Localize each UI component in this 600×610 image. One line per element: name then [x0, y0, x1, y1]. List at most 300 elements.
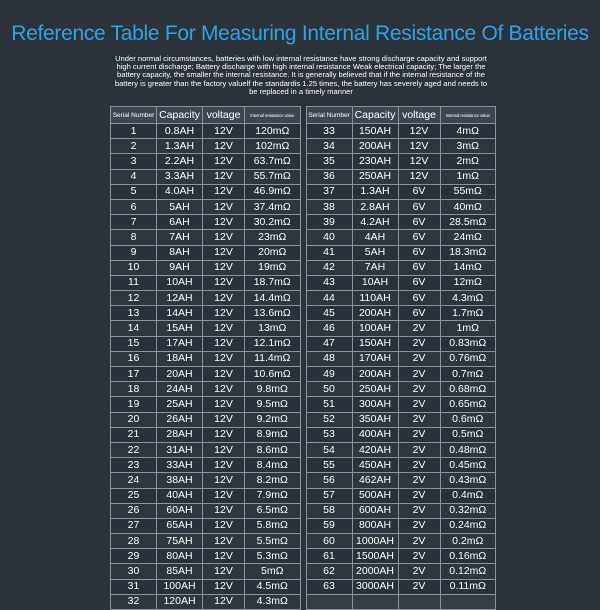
cell-voltage: 12V [203, 306, 245, 321]
table-row [111, 442, 301, 457]
table-row [306, 351, 496, 366]
table-row [306, 275, 496, 290]
cell-capacity: 33AH [157, 458, 203, 473]
cell-voltage: 12V [398, 169, 440, 184]
cell-voltage: 2V [398, 549, 440, 564]
page-title: Reference Table For Measuring Internal Resistance Of Batteries [11, 22, 589, 45]
cell-serial-number: 45 [306, 306, 352, 321]
cell-internal-resistance: 14.4mΩ [245, 291, 301, 306]
cell-capacity: 65AH [157, 518, 203, 533]
cell-voltage: 12V [203, 230, 245, 245]
cell-capacity: 85AH [157, 564, 203, 579]
table-row [111, 351, 301, 366]
table-row [306, 367, 496, 382]
cell-internal-resistance: 1mΩ [440, 321, 496, 336]
cell-serial-number: 34 [306, 139, 352, 154]
cell-capacity: 15AH [157, 321, 203, 336]
table-row [111, 139, 301, 154]
cell-internal-resistance: 8.6mΩ [245, 442, 301, 457]
cell-voltage: 2V [398, 473, 440, 488]
table-row [306, 184, 496, 199]
cell-serial-number: 52 [306, 412, 352, 427]
cell-capacity: 1.3AH [352, 184, 398, 199]
cell-internal-resistance: 5mΩ [245, 564, 301, 579]
cell-capacity: 400AH [352, 427, 398, 442]
reference-tables [110, 106, 494, 608]
table-row [111, 184, 301, 199]
cell-serial-number: 13 [111, 306, 157, 321]
table-row [111, 154, 301, 169]
cell-voltage: 12V [203, 139, 245, 154]
header-capacity: Capacity [157, 107, 203, 124]
header-serial-number: Serial Number [306, 107, 352, 124]
cell-internal-resistance: 1mΩ [440, 169, 496, 184]
table-row [306, 442, 496, 457]
cell-voltage: 12V [203, 427, 245, 442]
cell-internal-resistance: 8.4mΩ [245, 458, 301, 473]
cell-internal-resistance: 40mΩ [440, 199, 496, 214]
cell-capacity: 350AH [352, 412, 398, 427]
cell-voltage: 12V [203, 245, 245, 260]
table-row [306, 230, 496, 245]
cell-internal-resistance: 12mΩ [440, 275, 496, 290]
cell-serial-number: 55 [306, 458, 352, 473]
cell-serial-number: 49 [306, 367, 352, 382]
cell-serial-number: 57 [306, 488, 352, 503]
cell-serial-number: 42 [306, 260, 352, 275]
cell-voltage: 12V [203, 184, 245, 199]
cell-voltage: 2V [398, 321, 440, 336]
cell-capacity: 4.0AH [157, 184, 203, 199]
cell-voltage: 12V [203, 321, 245, 336]
cell-voltage: 12V [203, 199, 245, 214]
cell-voltage: 6V [398, 291, 440, 306]
cell-capacity: 75AH [157, 534, 203, 549]
right-table-body [306, 124, 496, 610]
cell-internal-resistance: 8.2mΩ [245, 473, 301, 488]
table-row [111, 382, 301, 397]
cell-serial-number: 39 [306, 215, 352, 230]
cell-internal-resistance: 37.4mΩ [245, 199, 301, 214]
cell-voltage: 6V [398, 275, 440, 290]
cell-capacity: 10AH [157, 275, 203, 290]
table-row [306, 139, 496, 154]
cell-serial-number: 15 [111, 336, 157, 351]
cell-serial-number: 61 [306, 549, 352, 564]
table-row [111, 321, 301, 336]
table-row [306, 336, 496, 351]
cell-voltage: 12V [398, 124, 440, 139]
cell-voltage: 12V [203, 275, 245, 290]
cell-capacity: 20AH [157, 367, 203, 382]
cell-internal-resistance: 5.8mΩ [245, 518, 301, 533]
header-voltage: voltage [398, 107, 440, 124]
cell-serial-number: 58 [306, 503, 352, 518]
cell-capacity: 24AH [157, 382, 203, 397]
cell-internal-resistance: 9.2mΩ [245, 412, 301, 427]
cell-internal-resistance: 5.5mΩ [245, 534, 301, 549]
table-row [306, 154, 496, 169]
cell-serial-number: 14 [111, 321, 157, 336]
cell-internal-resistance: 5.3mΩ [245, 549, 301, 564]
cell-internal-resistance: 3mΩ [440, 139, 496, 154]
cell-serial-number: 50 [306, 382, 352, 397]
cell-serial-number: 10 [111, 260, 157, 275]
cell-internal-resistance: 11.4mΩ [245, 351, 301, 366]
cell-internal-resistance: 0.65mΩ [440, 397, 496, 412]
cell-internal-resistance: 23mΩ [245, 230, 301, 245]
cell-serial-number: 46 [306, 321, 352, 336]
cell-voltage: 6V [398, 230, 440, 245]
cell-voltage: 6V [398, 215, 440, 230]
cell-internal-resistance: 0.43mΩ [440, 473, 496, 488]
cell-serial-number: 56 [306, 473, 352, 488]
table-row [306, 518, 496, 533]
table-row [306, 427, 496, 442]
cell-capacity: 17AH [157, 336, 203, 351]
cell-internal-resistance [440, 594, 496, 609]
cell-voltage: 6V [398, 199, 440, 214]
cell-capacity: 9AH [157, 260, 203, 275]
cell-internal-resistance: 0.24mΩ [440, 518, 496, 533]
cell-serial-number: 28 [111, 534, 157, 549]
cell-internal-resistance: 0.83mΩ [440, 336, 496, 351]
cell-voltage: 2V [398, 518, 440, 533]
cell-serial-number: 37 [306, 184, 352, 199]
cell-voltage: 2V [398, 458, 440, 473]
cell-serial-number: 51 [306, 397, 352, 412]
cell-voltage: 12V [203, 458, 245, 473]
cell-internal-resistance: 13mΩ [245, 321, 301, 336]
table-row [306, 397, 496, 412]
cell-internal-resistance: 9.8mΩ [245, 382, 301, 397]
cell-serial-number: 17 [111, 367, 157, 382]
cell-voltage: 12V [203, 382, 245, 397]
table-row [111, 336, 301, 351]
table-row [306, 306, 496, 321]
table-row [306, 382, 496, 397]
cell-capacity: 60AH [157, 503, 203, 518]
cell-voltage: 2V [398, 382, 440, 397]
table-row [111, 518, 301, 533]
cell-internal-resistance: 2mΩ [440, 154, 496, 169]
cell-capacity: 170AH [352, 351, 398, 366]
cell-serial-number: 20 [111, 412, 157, 427]
cell-internal-resistance: 0.16mΩ [440, 549, 496, 564]
cell-capacity: 600AH [352, 503, 398, 518]
table-row [306, 458, 496, 473]
cell-capacity: 1.3AH [157, 139, 203, 154]
cell-capacity: 31AH [157, 442, 203, 457]
cell-voltage: 2V [398, 534, 440, 549]
cell-voltage: 2V [398, 488, 440, 503]
table-row [111, 594, 301, 609]
cell-internal-resistance: 0.68mΩ [440, 382, 496, 397]
cell-voltage: 12V [203, 336, 245, 351]
cell-voltage: 12V [398, 154, 440, 169]
cell-serial-number: 6 [111, 199, 157, 214]
cell-internal-resistance: 0.2mΩ [440, 534, 496, 549]
header-internal-resistance: Internal resistance value [440, 107, 496, 124]
cell-internal-resistance: 18.3mΩ [440, 245, 496, 260]
cell-voltage: 2V [398, 442, 440, 457]
cell-capacity: 18AH [157, 351, 203, 366]
table-row [111, 169, 301, 184]
table-row [111, 124, 301, 139]
cell-serial-number: 33 [306, 124, 352, 139]
cell-voltage: 12V [203, 503, 245, 518]
cell-voltage: 12V [203, 124, 245, 139]
table-header-row [306, 107, 496, 124]
cell-voltage: 12V [203, 488, 245, 503]
cell-capacity: 8AH [157, 245, 203, 260]
cell-internal-resistance: 120mΩ [245, 124, 301, 139]
cell-serial-number: 9 [111, 245, 157, 260]
cell-serial-number: 53 [306, 427, 352, 442]
cell-capacity: 462AH [352, 473, 398, 488]
cell-serial-number: 60 [306, 534, 352, 549]
table-header-row [111, 107, 301, 124]
table-row [306, 124, 496, 139]
cell-capacity: 25AH [157, 397, 203, 412]
table-row [306, 169, 496, 184]
cell-capacity: 250AH [352, 382, 398, 397]
cell-internal-resistance: 9.5mΩ [245, 397, 301, 412]
cell-voltage: 6V [398, 184, 440, 199]
cell-internal-resistance: 8.9mΩ [245, 427, 301, 442]
cell-serial-number: 12 [111, 291, 157, 306]
cell-capacity: 0.8AH [157, 124, 203, 139]
cell-internal-resistance: 0.76mΩ [440, 351, 496, 366]
cell-voltage: 2V [398, 351, 440, 366]
table-row [111, 291, 301, 306]
cell-internal-resistance: 4.5mΩ [245, 579, 301, 594]
cell-capacity: 38AH [157, 473, 203, 488]
cell-serial-number: 11 [111, 275, 157, 290]
cell-capacity [352, 594, 398, 609]
cell-internal-resistance: 0.45mΩ [440, 458, 496, 473]
cell-serial-number: 44 [306, 291, 352, 306]
table-row [111, 230, 301, 245]
cell-voltage: 12V [203, 442, 245, 457]
table-row [306, 579, 496, 594]
table-row [306, 594, 496, 609]
cell-capacity: 2000AH [352, 564, 398, 579]
cell-capacity: 150AH [352, 124, 398, 139]
cell-capacity: 120AH [157, 594, 203, 609]
cell-voltage: 12V [203, 260, 245, 275]
description-paragraph: Under normal circumstances, batteries with low internal resistance have strong discharge capacity and support high current discharge; Battery discharge with high internal resistance Weak electrical capacity; The larger the battery capacity, the smaller the internal resistance. It is generally believed that if the internal resistance of the battery is greater than the factory valuelf the standardis 1.25 times, the battery has severely aged and needs to be replaced in a timely manner [114, 54, 488, 96]
cell-capacity: 6AH [157, 215, 203, 230]
cell-voltage: 2V [398, 397, 440, 412]
cell-internal-resistance: 13.6mΩ [245, 306, 301, 321]
cell-voltage: 12V [203, 534, 245, 549]
cell-serial-number: 19 [111, 397, 157, 412]
cell-capacity: 1500AH [352, 549, 398, 564]
cell-serial-number: 29 [111, 549, 157, 564]
table-row [306, 260, 496, 275]
table-row [306, 215, 496, 230]
cell-voltage: 6V [398, 245, 440, 260]
cell-serial-number: 62 [306, 564, 352, 579]
table-row [306, 488, 496, 503]
table-row [306, 534, 496, 549]
table-row [306, 245, 496, 260]
cell-capacity: 10AH [352, 275, 398, 290]
table-row [111, 564, 301, 579]
cell-voltage: 2V [398, 427, 440, 442]
cell-serial-number: 31 [111, 579, 157, 594]
cell-voltage: 2V [398, 336, 440, 351]
cell-serial-number: 2 [111, 139, 157, 154]
cell-capacity: 2.2AH [157, 154, 203, 169]
cell-serial-number: 18 [111, 382, 157, 397]
cell-internal-resistance: 0.48mΩ [440, 442, 496, 457]
table-row [111, 473, 301, 488]
table-row [111, 488, 301, 503]
cell-capacity: 5AH [157, 199, 203, 214]
cell-serial-number: 63 [306, 579, 352, 594]
cell-serial-number: 47 [306, 336, 352, 351]
cell-serial-number: 27 [111, 518, 157, 533]
cell-capacity: 100AH [352, 321, 398, 336]
cell-voltage: 12V [203, 215, 245, 230]
header-capacity: Capacity [352, 107, 398, 124]
cell-serial-number: 3 [111, 154, 157, 169]
cell-serial-number: 36 [306, 169, 352, 184]
cell-internal-resistance: 63.7mΩ [245, 154, 301, 169]
cell-voltage: 12V [203, 412, 245, 427]
cell-serial-number: 35 [306, 154, 352, 169]
cell-serial-number: 24 [111, 473, 157, 488]
cell-capacity: 230AH [352, 154, 398, 169]
table-row [306, 473, 496, 488]
cell-serial-number: 7 [111, 215, 157, 230]
cell-internal-resistance: 7.9mΩ [245, 488, 301, 503]
cell-internal-resistance: 0.7mΩ [440, 367, 496, 382]
table-row [111, 306, 301, 321]
table-row [111, 260, 301, 275]
cell-serial-number: 48 [306, 351, 352, 366]
cell-capacity: 200AH [352, 367, 398, 382]
cell-capacity: 26AH [157, 412, 203, 427]
table-row [306, 199, 496, 214]
cell-voltage: 12V [203, 518, 245, 533]
cell-voltage: 12V [203, 169, 245, 184]
cell-capacity: 40AH [157, 488, 203, 503]
cell-voltage: 12V [203, 564, 245, 579]
cell-capacity: 4.2AH [352, 215, 398, 230]
header-serial-number: Serial Number [111, 107, 157, 124]
cell-capacity: 100AH [157, 579, 203, 594]
table-row [111, 397, 301, 412]
table-row [306, 321, 496, 336]
cell-capacity: 300AH [352, 397, 398, 412]
cell-internal-resistance: 18.7mΩ [245, 275, 301, 290]
cell-serial-number: 40 [306, 230, 352, 245]
cell-internal-resistance: 24mΩ [440, 230, 496, 245]
table-row [306, 503, 496, 518]
table-row [111, 549, 301, 564]
table-row [111, 503, 301, 518]
cell-serial-number: 41 [306, 245, 352, 260]
cell-internal-resistance: 0.4mΩ [440, 488, 496, 503]
table-row [111, 367, 301, 382]
cell-capacity: 1000AH [352, 534, 398, 549]
cell-voltage: 12V [203, 367, 245, 382]
cell-capacity: 450AH [352, 458, 398, 473]
cell-serial-number: 5 [111, 184, 157, 199]
table-row [111, 199, 301, 214]
table-row [111, 579, 301, 594]
resistance-table-left [110, 106, 301, 610]
cell-internal-resistance: 4mΩ [440, 124, 496, 139]
cell-internal-resistance: 10.6mΩ [245, 367, 301, 382]
cell-voltage: 2V [398, 564, 440, 579]
cell-serial-number: 21 [111, 427, 157, 442]
cell-capacity: 3000AH [352, 579, 398, 594]
cell-internal-resistance: 102mΩ [245, 139, 301, 154]
cell-capacity: 110AH [352, 291, 398, 306]
cell-internal-resistance: 1.7mΩ [440, 306, 496, 321]
cell-voltage: 2V [398, 367, 440, 382]
cell-voltage: 6V [398, 306, 440, 321]
cell-internal-resistance: 4.3mΩ [440, 291, 496, 306]
cell-internal-resistance: 28.5mΩ [440, 215, 496, 230]
cell-voltage: 12V [203, 594, 245, 609]
table-row [306, 549, 496, 564]
cell-serial-number: 22 [111, 442, 157, 457]
cell-serial-number: 38 [306, 199, 352, 214]
cell-serial-number: 25 [111, 488, 157, 503]
cell-serial-number: 30 [111, 564, 157, 579]
cell-capacity: 2.8AH [352, 199, 398, 214]
table-row [306, 564, 496, 579]
cell-voltage: 2V [398, 579, 440, 594]
cell-internal-resistance: 12.1mΩ [245, 336, 301, 351]
resistance-table-right [306, 106, 497, 610]
cell-serial-number: 43 [306, 275, 352, 290]
table-row [306, 412, 496, 427]
table-row [111, 275, 301, 290]
cell-capacity: 250AH [352, 169, 398, 184]
table-row [111, 215, 301, 230]
cell-internal-resistance: 0.5mΩ [440, 427, 496, 442]
cell-voltage: 12V [398, 139, 440, 154]
cell-capacity: 500AH [352, 488, 398, 503]
table-row [306, 291, 496, 306]
table-row [111, 534, 301, 549]
cell-internal-resistance: 19mΩ [245, 260, 301, 275]
header-voltage: voltage [203, 107, 245, 124]
cell-internal-resistance: 6.5mΩ [245, 503, 301, 518]
cell-capacity: 200AH [352, 139, 398, 154]
cell-voltage: 12V [203, 579, 245, 594]
cell-serial-number: 4 [111, 169, 157, 184]
cell-internal-resistance: 0.32mΩ [440, 503, 496, 518]
cell-capacity: 28AH [157, 427, 203, 442]
cell-serial-number: 32 [111, 594, 157, 609]
cell-serial-number: 16 [111, 351, 157, 366]
cell-internal-resistance: 55.7mΩ [245, 169, 301, 184]
cell-capacity: 12AH [157, 291, 203, 306]
cell-serial-number [306, 594, 352, 609]
cell-internal-resistance: 0.6mΩ [440, 412, 496, 427]
cell-serial-number: 23 [111, 458, 157, 473]
cell-serial-number: 26 [111, 503, 157, 518]
cell-capacity: 200AH [352, 306, 398, 321]
cell-capacity: 3.3AH [157, 169, 203, 184]
